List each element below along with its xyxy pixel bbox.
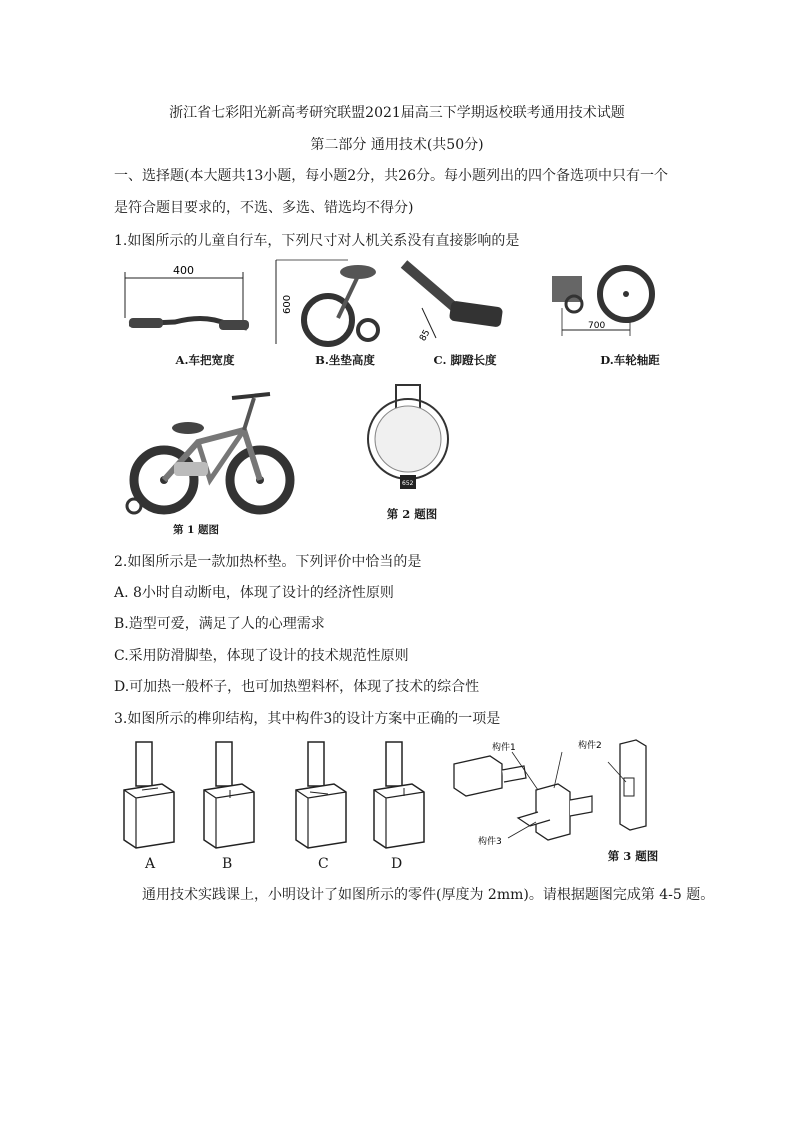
q3-option-b-figure — [198, 738, 260, 850]
q2-option-b: B.造型可爱，满足了人的心理需求 — [114, 616, 325, 632]
q45-intro: 通用技术实践课上，小明设计了如图所示的零件(厚度为 2mm)。请根据题图完成第 4-5 题。 — [142, 887, 715, 903]
q1-dim-c: 85 — [418, 328, 433, 344]
section-heading-cont: 是符合题目要求的，不选、多选、错选均不得分) — [114, 200, 414, 216]
q3-option-a-figure — [118, 738, 180, 850]
part-title: 第二部分 通用技术(共50分) — [310, 137, 484, 153]
q1-dim-a: 400 — [173, 264, 194, 277]
q2-heating-pad-figure — [358, 383, 458, 493]
q1-caption-a: A.车把宽度 — [175, 353, 235, 367]
q3-joint-figure — [450, 738, 670, 854]
q3-option-label-c: C — [318, 856, 329, 872]
q3-figure-caption: 第 3 题图 — [607, 849, 659, 863]
q1-figure-d — [548, 258, 668, 350]
q1-figure-b — [268, 258, 388, 350]
q1-figure-c — [400, 258, 520, 350]
section-heading: 一、选择题(本大题共13小题，每小题2分，共26分。每小题列出的四个备选项中只有一个 — [114, 168, 668, 184]
q1-caption-b: B.坐垫高度 — [315, 353, 375, 367]
q2-option-c: C.采用防滑脚垫，体现了设计的技术规范性原则 — [114, 648, 409, 664]
q3-option-label-b: B — [222, 856, 233, 872]
q2-stem: 2.如图所示是一款加热杯垫。下列评价中恰当的是 — [114, 554, 422, 570]
q3-label-part1: 构件1 — [492, 743, 516, 753]
q1-caption-d: D.车轮轴距 — [600, 353, 660, 367]
q3-option-c-figure — [290, 738, 352, 850]
exam-title: 浙江省七彩阳光新高考研究联盟2021届高三下学期返校联考通用技术试题 — [169, 105, 625, 121]
q3-stem: 3.如图所示的榫卯结构，其中构件3的设计方案中正确的一项是 — [114, 711, 501, 727]
q3-option-d-figure — [368, 738, 430, 850]
q1-caption-c: C. 脚蹬长度 — [433, 353, 497, 367]
q1-dim-d: 700 — [588, 321, 606, 331]
q2-figure-caption: 第 2 题图 — [386, 507, 438, 521]
q3-option-label-a: A — [145, 856, 156, 872]
q2-option-d: D.可加热一般杯子，也可加热塑料杯，体现了技术的综合性 — [114, 679, 480, 695]
q3-label-part2: 构件2 — [578, 741, 602, 751]
q1-figure-a — [115, 258, 263, 350]
q3-option-label-d: D — [391, 856, 403, 872]
q1-dim-b: 600 — [282, 294, 293, 314]
q1-figure-caption: 第 1 题图 — [172, 524, 220, 536]
q1-bicycle-figure — [120, 384, 298, 524]
q2-device-label: 652 — [402, 480, 414, 487]
q2-option-a: A. 8小时自动断电，体现了设计的经济性原则 — [114, 585, 394, 601]
q1-stem: 1.如图所示的儿童自行车，下列尺寸对人机关系没有直接影响的是 — [114, 233, 520, 249]
q3-label-part3: 构件3 — [478, 837, 502, 847]
